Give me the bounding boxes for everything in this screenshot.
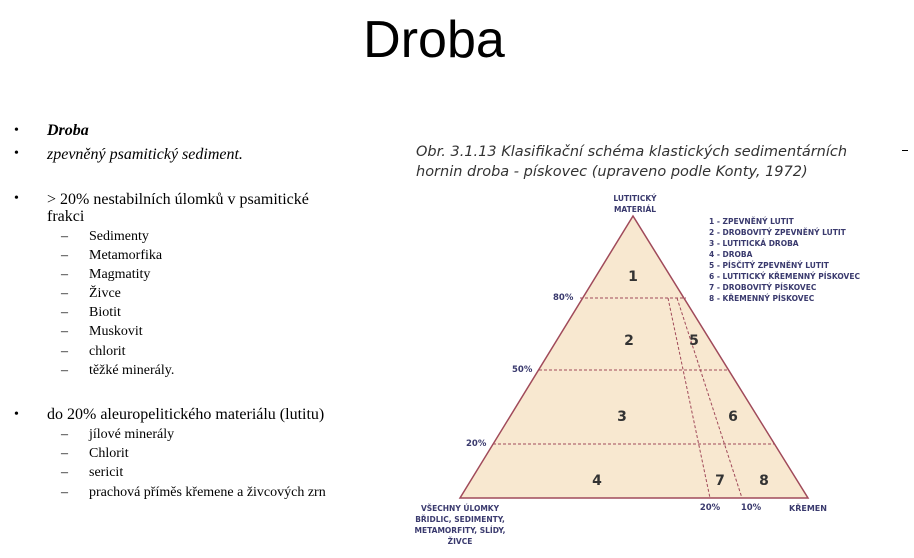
sub-item: chlorit	[89, 344, 126, 359]
sub-item: Muskovit	[89, 324, 143, 339]
caption-line: Obr. 3.1.13 Klasifikační schéma klastických sedimentárních	[416, 144, 848, 160]
bullet-item-droba: Droba	[47, 122, 89, 139]
caption-line: hornin droba - pískovec (upraveno podle Konty, 1972)	[416, 164, 808, 180]
sub-item: Magmatity	[89, 267, 151, 282]
legend-item: 7 - DROBOVITÝ PÍSKOVEC	[709, 283, 817, 292]
left-corner-label: BŘIDLIC, SEDIMENTY,	[415, 515, 505, 524]
field-number: 5	[689, 333, 699, 349]
bullet-item-unstable-line2: frakci	[47, 208, 85, 225]
bullet-item-definition: zpevněný psamitický sediment.	[47, 146, 243, 163]
dash: –	[61, 305, 68, 320]
dash: –	[61, 485, 68, 500]
sub-item: prachová příměs křemene a živcových zrn	[89, 485, 326, 500]
sub-item: těžké minerály.	[89, 363, 175, 378]
bullet: •	[14, 123, 19, 138]
classification-diagram	[400, 185, 914, 558]
dash: –	[61, 427, 68, 442]
dash: –	[61, 286, 68, 301]
dash: –	[61, 248, 68, 263]
left-corner-label: ŽIVCE	[447, 537, 473, 546]
bullet: •	[14, 191, 19, 206]
edge-mark	[902, 150, 908, 151]
field-number: 4	[592, 473, 602, 489]
dash: –	[61, 324, 68, 339]
sub-item: jílové minerály	[89, 427, 175, 442]
dash: –	[61, 344, 68, 359]
legend-item: 8 - KŘEMENNÝ PÍSKOVEC	[709, 294, 815, 303]
legend-item: 1 - ZPEVNĚNÝ LUTIT	[709, 217, 794, 226]
apex-label: LUTITICKÝ	[613, 194, 657, 203]
dash: –	[61, 446, 68, 461]
legend-item: 3 - LUTITICKÁ DROBA	[709, 239, 799, 248]
sub-item: Metamorfika	[89, 248, 163, 263]
field-number: 1	[628, 269, 638, 285]
bullet: •	[14, 407, 19, 422]
dash: –	[61, 465, 68, 480]
field-number: 8	[759, 473, 769, 489]
right-corner-label: KŘEMEN	[789, 504, 827, 513]
apex-label: MATERIÁL	[613, 205, 657, 214]
legend-item: 6 - LUTITICKÝ KŘEMENNÝ PÍSKOVEC	[709, 272, 860, 281]
left-corner-label: METAMORFITY, SLÍDY,	[414, 526, 506, 535]
sub-item: sericit	[89, 465, 124, 480]
level-label-20: 20%	[466, 439, 487, 449]
sub-item: Živce	[89, 286, 121, 301]
bullet-list	[0, 0, 400, 558]
dash: –	[61, 229, 68, 244]
slide-title: Droba	[363, 11, 505, 69]
sub-item: Chlorit	[89, 446, 129, 461]
triangle	[460, 216, 808, 498]
dash: –	[61, 267, 68, 282]
left-corner-label: VŠECHNY ÚLOMKY	[420, 504, 500, 513]
level-label-50: 50%	[512, 365, 533, 375]
bullet-item-lutite: do 20% aleuropelitického materiálu (lutitu)	[47, 406, 325, 423]
dash: –	[61, 363, 68, 378]
level-label-80: 80%	[553, 293, 574, 303]
sub-item: Biotit	[89, 305, 121, 320]
field-number: 2	[624, 333, 634, 349]
field-number: 7	[715, 473, 725, 489]
legend-item: 2 - DROBOVITÝ ZPEVNĚNÝ LUTIT	[709, 228, 846, 237]
figure-caption	[416, 142, 847, 182]
bullet: •	[14, 146, 19, 161]
field-number: 6	[728, 409, 738, 425]
field-number: 3	[617, 409, 627, 425]
legend-item: 5 - PÍSČITÝ ZPEVNĚNÝ LUTIT	[709, 261, 829, 270]
sub-item: Sedimenty	[89, 229, 149, 244]
legend	[709, 217, 860, 303]
bullet-item-unstable-line1: > 20% nestabilních úlomků v psamitické	[47, 191, 309, 208]
bottom-tick-20: 20%	[699, 503, 721, 513]
bottom-tick-10: 10%	[740, 503, 762, 513]
legend-item: 4 - DROBA	[709, 250, 753, 259]
